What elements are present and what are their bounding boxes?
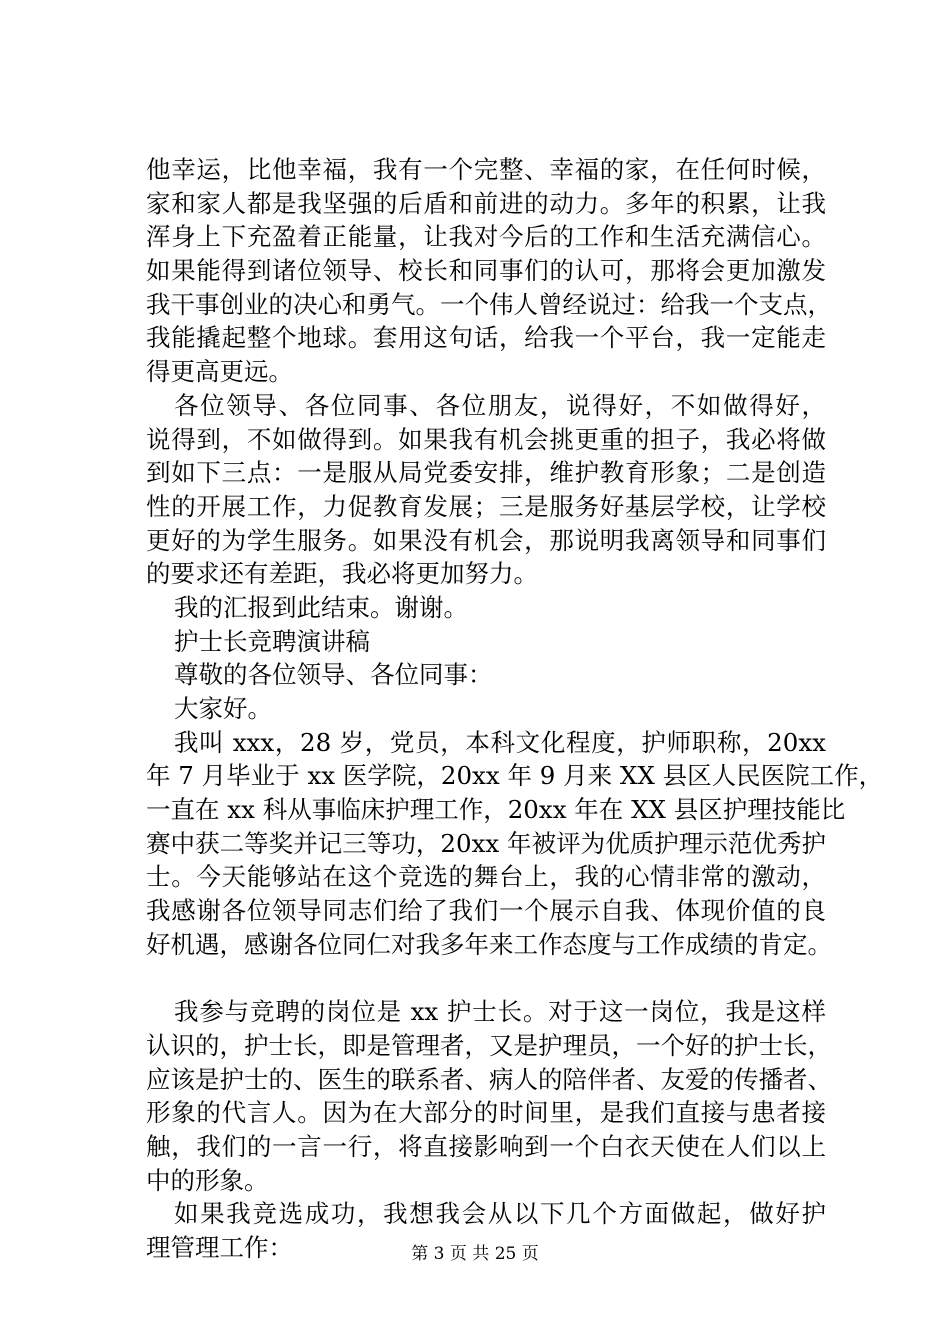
text-line: 他幸运，比他幸福，我有一个完整、幸福的家，在任何时候，: [146, 155, 826, 184]
text-line: 我叫 xxx，28 岁，党员，本科文化程度，护师职称，20xx: [174, 727, 826, 757]
text-line: 大家好。: [174, 694, 272, 723]
text-line: 我参与竞聘的岗位是 xx 护士长。对于这一岗位，我是这样: [174, 997, 826, 1027]
text-line: 到如下三点：一是服从局党委安排，维护教育形象；二是创造: [146, 458, 826, 488]
text-line: 护士长竞聘演讲稿: [174, 626, 370, 656]
text-line: 尊敬的各位领导、各位同事：: [174, 660, 493, 690]
text-line: 中的形象。: [146, 1165, 269, 1195]
text-line: 的要求还有差距，我必将更加努力。: [146, 559, 538, 589]
text-line: 得更高更远。: [146, 357, 293, 387]
text-line: 家和家人都是我坚强的后盾和前进的动力。多年的积累，让我: [146, 188, 826, 218]
text-line: 我干事创业的决心和勇气。一个伟人曾经说过：给我一个支点，: [146, 289, 832, 319]
text-line: 赛中获二等奖并记三等功，20xx 年被评为优质护理示范优秀护: [146, 828, 826, 858]
text-line: 年 7 月毕业于 xx 医学院，20xx 年 9 月来 XX 县区人民医院工作，: [146, 761, 884, 791]
text-line: 我能撬起整个地球。套用这句话，给我一个平台，我一定能走: [146, 323, 826, 353]
text-line: 触，我们的一言一行，将直接影响到一个白衣天使在人们以上: [146, 1131, 826, 1161]
text-line: 一直在 xx 科从事临床护理工作，20xx 年在 XX 县区护理技能比: [146, 795, 846, 825]
text-line: 如果能得到诸位领导、校长和同事们的认可，那将会更加激发: [146, 256, 826, 286]
blank-line: [146, 962, 826, 996]
page-footer: 第 3 页 共 25 页: [411, 1244, 539, 1264]
text-line: 士。今天能够站在这个竞选的舞台上，我的心情非常的激动，: [146, 862, 826, 892]
text-line: 说得到，不如做得到。如果我有机会挑更重的担子，我必将做: [146, 424, 826, 454]
text-line: 应该是护士的、医生的联系者、病人的陪伴者、友爱的传播者、: [146, 1064, 832, 1094]
text-line: 各位领导、各位同事、各位朋友，说得好，不如做得好，: [174, 390, 826, 420]
text-line: 我的汇报到此结束。谢谢。: [174, 592, 468, 622]
text-line: 更好的为学生服务。如果没有机会，那说明我离领导和同事们: [146, 525, 826, 555]
document-body: [146, 153, 884, 1265]
text-line: 浑身上下充盈着正能量，让我对今后的工作和生活充满信心。: [146, 222, 826, 252]
text-line: 我感谢各位领导同志们给了我们一个展示自我、体现价值的良: [146, 896, 826, 926]
text-line: 如果我竞选成功，我想我会从以下几个方面做起，做好护: [174, 1199, 826, 1229]
text-line: 好机遇，感谢各位同仁对我多年来工作态度与工作成绩的肯定。: [146, 929, 832, 959]
text-line: 理管理工作：: [146, 1233, 293, 1262]
text-line: 形象的代言人。因为在大部分的时间里，是我们直接与患者接: [146, 1098, 826, 1128]
text-line: 性的开展工作，力促教育发展；三是服务好基层学校，让学校: [146, 491, 826, 521]
text-line: 认识的，护士长，即是管理者，又是护理员，一个好的护士长，: [146, 1030, 832, 1060]
